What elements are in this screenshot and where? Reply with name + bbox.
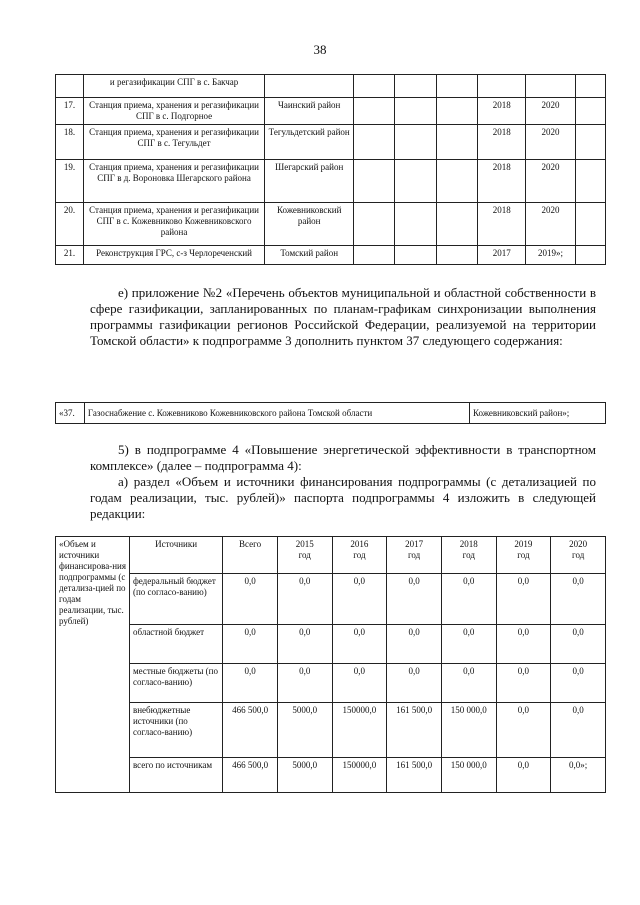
empty-cell (354, 75, 395, 98)
district: Шегарский район (265, 160, 354, 203)
total-value: 0,0 (223, 574, 278, 625)
empty-cell (395, 98, 436, 125)
paragraph-e: е) приложение №2 «Перечень объектов муниципальной и областной собственности в сфере газификации, запланированных по планам-графикам синхронизации выполнения программы газификации регионов Российской Федерации, реализуемой на территории Томской области» к подпрограмме 3 дополнить пунктом 37 следующего содержания: (90, 285, 596, 348)
year-value: 0,0 (332, 625, 387, 664)
financing-table (55, 536, 606, 793)
start-year: 2018 (477, 98, 525, 125)
item-37-table (55, 402, 606, 424)
end-year: 2019»; (526, 246, 575, 265)
year-value: 0,0 (496, 703, 551, 758)
financing-row (56, 664, 606, 703)
empty-cell (395, 246, 436, 265)
end-year: 2020 (526, 125, 575, 160)
year-value: 161 500,0 (387, 703, 442, 758)
object-name: Реконструкция ГРС, с-з Черлореченский (83, 246, 264, 265)
end-year: 2020 (526, 203, 575, 246)
row-number: 19. (56, 160, 84, 203)
end-year: 2020 (526, 160, 575, 203)
empty-cell (354, 203, 395, 246)
year-value: 0,0 (441, 664, 496, 703)
empty-cell (436, 246, 477, 265)
row-number: 21. (56, 246, 84, 265)
year-value: 150 000,0 (441, 758, 496, 793)
year-value: 150 000,0 (441, 703, 496, 758)
district: Кожевниковский район (265, 203, 354, 246)
row-number: 17. (56, 98, 84, 125)
financing-row (56, 703, 606, 758)
item-area: Кожевниковский район»; (470, 403, 606, 424)
header-total: Всего (223, 537, 278, 574)
empty-cell (575, 98, 605, 125)
year-value: 0,0 (332, 574, 387, 625)
empty-cell (436, 75, 477, 98)
item-description: Газоснабжение с. Кожевниково Кожевниковского района Томской области (84, 403, 469, 424)
year-value: 0,0 (277, 664, 332, 703)
empty-cell (436, 203, 477, 246)
start-year (477, 75, 525, 98)
table-row (56, 160, 606, 203)
source-name: федеральный бюджет (по согласо-ванию) (129, 574, 222, 625)
year-value: 0,0 (441, 625, 496, 664)
table-row (56, 125, 606, 160)
page-number: 38 (313, 42, 327, 57)
gasification-objects-table (55, 74, 606, 265)
year-value: 0,0 (551, 574, 606, 625)
year-value: 0,0»; (551, 758, 606, 793)
object-name: Станция приема, хранения и регазификации СПГ в с. Кожевниково Кожевниковского района (83, 203, 264, 246)
district: Чаинский район (265, 98, 354, 125)
start-year: 2018 (477, 125, 525, 160)
row-number: 20. (56, 203, 84, 246)
header-year: 2019 год (496, 537, 551, 574)
object-name: Станция приема, хранения и регазификации СПГ в д. Вороновка Шегарского района (83, 160, 264, 203)
source-name: областной бюджет (129, 625, 222, 664)
year-value: 0,0 (496, 664, 551, 703)
year-value: 0,0 (496, 574, 551, 625)
object-name: и регазификации СПГ в с. Бакчар (83, 75, 264, 98)
table-row (56, 246, 606, 265)
total-value: 0,0 (223, 625, 278, 664)
empty-cell (575, 125, 605, 160)
empty-cell (354, 98, 395, 125)
year-value: 0,0 (277, 625, 332, 664)
empty-cell (575, 246, 605, 265)
year-value: 5000,0 (277, 758, 332, 793)
year-value: 150000,0 (332, 703, 387, 758)
header-year: 2017 год (387, 537, 442, 574)
source-name: всего по источникам (129, 758, 222, 793)
empty-cell (436, 98, 477, 125)
start-year: 2018 (477, 203, 525, 246)
header-year: 2015 год (277, 537, 332, 574)
empty-cell (575, 160, 605, 203)
empty-cell (395, 203, 436, 246)
total-value: 0,0 (223, 664, 278, 703)
header-year: 2016 год (332, 537, 387, 574)
year-value: 0,0 (277, 574, 332, 625)
header-year: 2020 год (551, 537, 606, 574)
year-value: 0,0 (551, 703, 606, 758)
item-number: «37. (56, 403, 85, 424)
year-value: 0,0 (551, 625, 606, 664)
financing-row (56, 625, 606, 664)
row-number (56, 75, 84, 98)
total-value: 466 500,0 (223, 758, 278, 793)
header-sources: Источники (129, 537, 222, 574)
source-name: внебюджетные источники (по согласо-ванию) (129, 703, 222, 758)
empty-cell (436, 125, 477, 160)
paragraph-5: 5) в подпрограмме 4 «Повышение энергетической эффективности в транспортном комплексе» (далее – подпрограмма 4): (90, 442, 596, 473)
empty-cell (395, 75, 436, 98)
header-year: 2018 год (441, 537, 496, 574)
year-value: 161 500,0 (387, 758, 442, 793)
financing-side-label: «Объем и источники финансирова-ния подпрограммы (с детализа-цией по годам реализации, тыс. рублей) (56, 537, 130, 793)
year-value: 150000,0 (332, 758, 387, 793)
paragraph-a: а) раздел «Объем и источники финансирования подпрограммы (с детализацией по годам реализации, тыс. рублей)» паспорта подпрограммы 4 изложить в следующей редакции: (90, 474, 596, 521)
table-row (56, 75, 606, 98)
financing-row (56, 758, 606, 793)
financing-row (56, 574, 606, 625)
empty-cell (354, 246, 395, 265)
table-row (56, 203, 606, 246)
object-name: Станция приема, хранения и регазификации СПГ в с. Подгорное (83, 98, 264, 125)
district (265, 75, 354, 98)
empty-cell (575, 75, 605, 98)
table-row (56, 98, 606, 125)
object-name: Станция приема, хранения и регазификации СПГ в с. Тегульдет (83, 125, 264, 160)
year-value: 0,0 (551, 664, 606, 703)
empty-cell (354, 160, 395, 203)
financing-header-row (56, 537, 606, 574)
empty-cell (354, 125, 395, 160)
district: Тегульдетский район (265, 125, 354, 160)
year-value: 0,0 (496, 758, 551, 793)
year-value: 0,0 (387, 625, 442, 664)
year-value: 0,0 (441, 574, 496, 625)
empty-cell (575, 203, 605, 246)
table-row (56, 403, 606, 424)
year-value: 0,0 (387, 664, 442, 703)
end-year (526, 75, 575, 98)
source-name: местные бюджеты (по согласо-ванию) (129, 664, 222, 703)
empty-cell (395, 125, 436, 160)
start-year: 2017 (477, 246, 525, 265)
year-value: 0,0 (332, 664, 387, 703)
district: Томский район (265, 246, 354, 265)
row-number: 18. (56, 125, 84, 160)
empty-cell (395, 160, 436, 203)
year-value: 0,0 (387, 574, 442, 625)
year-value: 5000,0 (277, 703, 332, 758)
end-year: 2020 (526, 98, 575, 125)
empty-cell (436, 160, 477, 203)
year-value: 0,0 (496, 625, 551, 664)
total-value: 466 500,0 (223, 703, 278, 758)
start-year: 2018 (477, 160, 525, 203)
